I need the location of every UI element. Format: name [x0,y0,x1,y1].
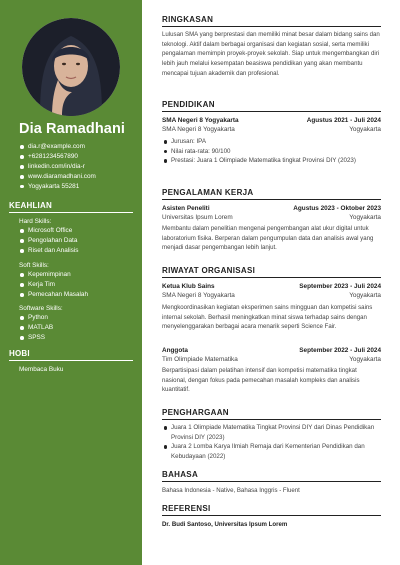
bullet-icon [20,145,24,149]
list-item [162,442,381,461]
list-item [162,156,381,166]
detail-text: Prestasi: Juara 1 Olimpiade Matematika tingkat Provinsi DIY (2023) [171,157,356,165]
sidebar [0,0,142,565]
skill-item [19,246,78,256]
bullet-icon [164,140,167,143]
contact-text: linkedin.com/in/dia-r [28,162,85,170]
bullet-icon [20,293,24,297]
bullet-icon [20,316,24,320]
detail-text: Jurusan: IPA [171,138,206,145]
work-location: Yogyakarta [349,214,381,221]
contact-linkedin[interactable] [19,162,96,172]
bullet-icon [20,283,24,287]
organizations-title: RIWAYAT ORGANISASI [162,266,381,278]
software-skills-label: Software Skills: [19,305,63,312]
list-item [162,423,381,442]
education-location: Yogyakarta [349,126,381,133]
contact-text: Yogyakarta 55281 [28,182,80,190]
software-skills-list [19,313,53,343]
contact-text: dia.r@example.com [28,143,85,150]
contact-list [19,142,96,192]
skill-item [19,280,88,290]
skill-text: Pengolahan Data [28,236,78,244]
bullet-icon [20,155,24,159]
org-description: Mengkoordinasikan kegiatan eksperimen sains mingguan dan kompetisi sains internal sekolah. Berhasil meningkatkan minat siswa terhadap sains dengan menyelenggarakan berbagai acara menarik seperti Science Fair. [162,304,373,331]
hobby-text: Membaca Buku [19,366,64,373]
list-item [162,147,381,157]
work-period: Agustus 2023 - Oktober 2023 [293,205,381,212]
skill-text: Kepemimpinan [28,271,71,278]
languages-title: BAHASA [162,470,381,482]
org-role: Ketua Klub Sains [162,283,215,290]
education-details [162,137,381,166]
bullet-icon [164,150,167,153]
skill-item [19,333,53,343]
awards-title: PENGHARGAAN [162,408,381,420]
skill-text: SPSS [28,333,46,341]
bullet-icon [20,185,24,189]
bullet-icon [20,326,24,330]
bullet-icon [20,273,24,277]
soft-skills-list [19,270,88,300]
bullet-icon [164,445,167,448]
org-period: September 2023 - Juli 2024 [299,283,381,290]
skill-item [19,290,88,300]
org-role: Anggota [162,347,188,354]
profile-photo-image [22,18,120,116]
skill-text: Riset dan Analisis [28,246,79,254]
hard-skills-label: Hard Skills: [19,218,52,225]
education-period: Agustus 2021 - Juli 2024 [306,117,381,124]
skill-item [19,236,78,246]
bullet-icon [20,229,24,233]
main-content [162,0,383,565]
award-text: Juara 1 Olimpiade Matematika Tingkat Provinsi DIY dari Dinas Pendidikan Provinsi DIY (2023) [171,424,375,441]
org-period: September 2022 - Juli 2024 [299,347,381,354]
org-location: Yogyakarta [349,292,381,299]
references-text: Dr. Budi Santoso, Universitas Ipsum Lorem [162,521,288,528]
skill-text: Pemecahan Masalah [28,290,89,298]
contact-website[interactable] [19,172,96,182]
contact-text: www.diaramadhani.com [28,172,96,180]
contact-email[interactable] [19,142,96,152]
skill-item [19,270,88,280]
skills-heading: KEAHLIAN [9,201,133,213]
awards-list [162,423,381,461]
skill-item [19,313,53,323]
contact-phone[interactable] [19,152,96,162]
hard-skills-list [19,226,78,256]
contact-text: +6281234567890 [28,152,78,160]
skill-text: Python [28,314,48,321]
bullet-icon [164,159,167,162]
org-name: Tim Olimpiade Matematika [162,356,238,363]
bullet-icon [20,249,24,253]
soft-skills-label: Soft Skills: [19,262,49,269]
work-description: Membantu dalam penelitian mengenai pengembangan alat ukur digital untuk laboratorium fisika. Berperan dalam pengumpulan data dan analisis awal yang menjadi dasar pengembangan lebih lanjut. [162,225,374,252]
bullet-icon [20,239,24,243]
bullet-icon [20,165,24,169]
skill-item [19,323,53,333]
award-text: Juara 2 Lomba Karya Ilmiah Remaja dari Kementerian Pendidikan dan Kebudayaan (2022) [171,443,365,460]
detail-text: Nilai rata-rata: 90/100 [171,147,231,155]
profile-photo [22,18,120,116]
org-description: Berpartisipasi dalam pelatihan intensif dan kompetisi matematika tingkat nasional, dengan fokus pada pemecahan masalah kompleks dan analisis kuantitatif. [162,367,360,394]
work-title: PENGALAMAN KERJA [162,188,381,200]
contact-address [19,182,96,192]
org-location: Yogyakarta [349,356,381,363]
education-institution: SMA Negeri 8 Yogyakarta [162,126,235,133]
references-title: REFERENSI [162,504,381,516]
skill-text: Kerja Tim [28,280,55,288]
skill-text: Microsoft Office [28,227,73,234]
skill-item [19,226,78,236]
work-org: Universitas Ipsum Lorem [162,214,233,221]
summary-text: Lulusan SMA yang berprestasi dan memiliki minat besar dalam bidang sains dan teknologi. Aktif dalam berbagai organisasi dan kegiatan sosial, serta memiliki pengalaman memimpin proyek-proyek sekolah. Siap untuk mengembangkan diri lebih jauh melalui kesempatan beasiswa pendidikan yang akan membantu mencapai tujuan akademik dan profesional. [162,31,380,77]
list-item [162,137,381,147]
summary-title: RINGKASAN [162,15,381,27]
bullet-icon [164,426,167,429]
bullet-icon [20,336,24,340]
org-name: SMA Negeri 8 Yogyakarta [162,292,235,299]
hobby-heading: HOBI [9,349,133,361]
work-role: Asisten Peneliti [162,205,210,212]
bullet-icon [20,175,24,179]
candidate-name: Dia Ramadhani [19,121,126,137]
education-title: PENDIDIKAN [162,100,381,112]
education-school: SMA Negeri 8 Yogyakarta [162,117,239,124]
languages-text: Bahasa Indonesia - Native, Bahasa Inggris - Fluent [162,487,300,494]
skill-text: MATLAB [28,323,54,331]
